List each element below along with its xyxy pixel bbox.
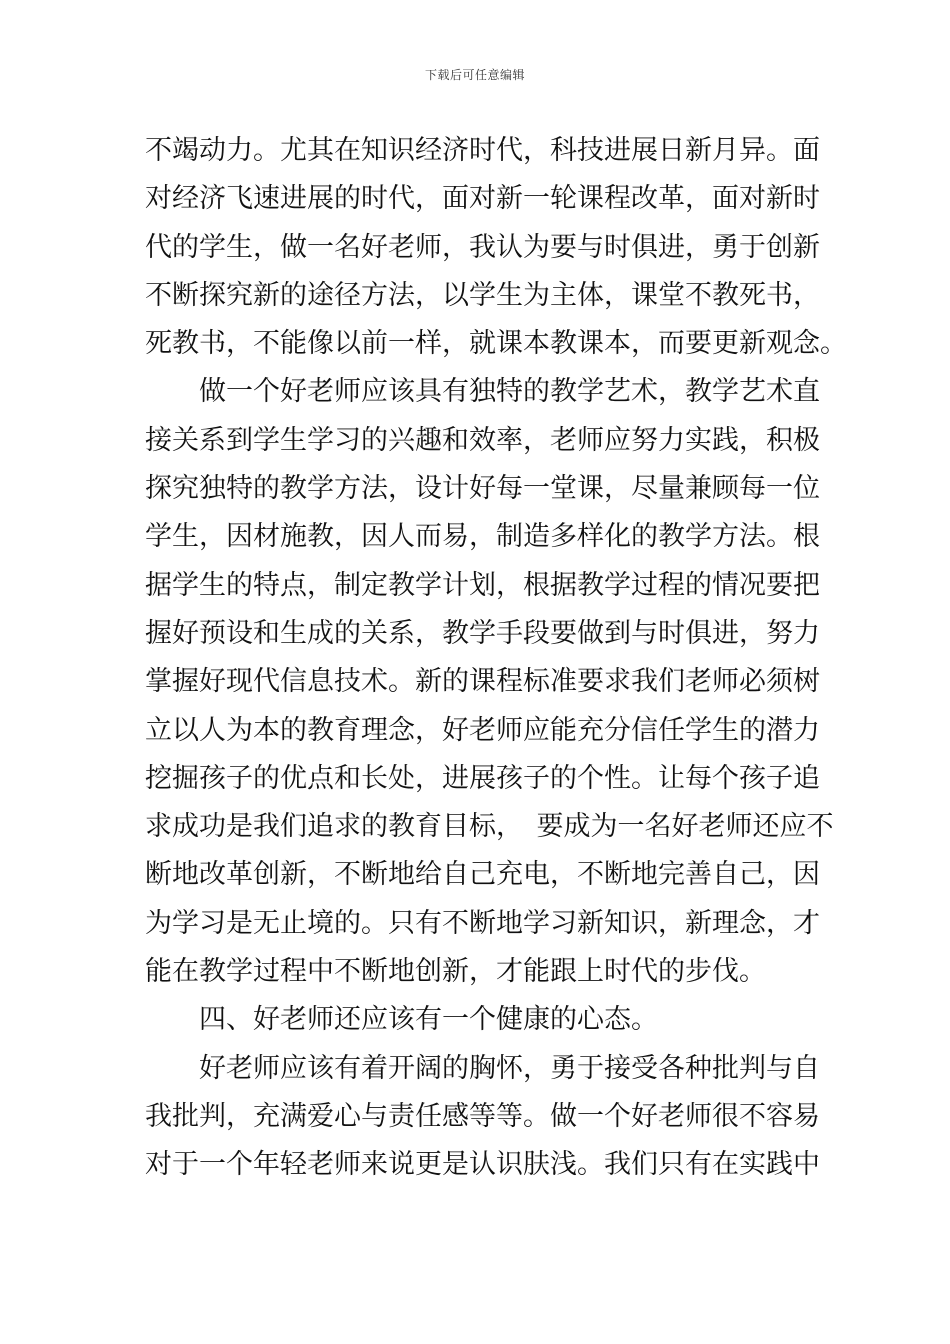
body-text — [145, 127, 847, 1190]
text-line: 断地改革创新，不断地给自己充电，不断地完善自己，因 — [145, 859, 820, 891]
text-line: 掌握好现代信息技术。新的课程标准要求我们老师必须树 — [145, 666, 820, 698]
text-line: 立以人为本的教育理念，好老师应能充分信任学生的潜力 — [145, 714, 820, 746]
text-line: 对于一个年轻老师来说更是认识肤浅。我们只有在实践中 — [145, 1149, 820, 1181]
page-header: 下载后可任意编辑 — [424, 68, 525, 82]
text-line: 接关系到学生学习的兴趣和效率，老师应努力实践，积极 — [145, 424, 820, 456]
text-line: 不竭动力。尤其在知识经济时代，科技进展日新月异。面 — [145, 135, 820, 166]
text-line: 好老师应该有着开阔的胸怀，勇于接受各种批判与自 — [199, 1052, 820, 1084]
text-line: 我批判，充满爱心与责任感等等。做一个好老师很不容易 — [145, 1100, 820, 1132]
text-line: 对经济飞速进展的时代，面对新一轮课程改革，面对新时 — [145, 183, 820, 215]
text-line: 探究独特的教学方法，设计好每一堂课，尽量兼顾每一位 — [145, 473, 820, 505]
text-line: 据学生的特点，制定教学计划，根据教学过程的情况要把 — [145, 569, 820, 601]
text-line: 为学习是无止境的。只有不断地学习新知识，新理念，才 — [145, 907, 820, 939]
text-line: 握好预设和生成的关系，教学手段要做到与时俱进，努力 — [145, 617, 820, 649]
text-line: 做一个好老师应该具有独特的教学艺术，教学艺术直 — [199, 376, 820, 408]
text-line: 学生，因材施教，因人而易，制造多样化的教学方法。根 — [145, 521, 820, 553]
text-line: 代的学生，做一名好老师，我认为要与时俱进，勇于创新 — [145, 231, 820, 263]
text-line: 死教书，不能像以前一样，就课本教课本，而要更新观念。 — [145, 328, 847, 360]
text-line: 不断探究新的途径方法，以学生为主体，课堂不教死书， — [145, 279, 820, 311]
text-line: 求成功是我们追求的教育目标， 要成为一名好老师还应不 — [145, 811, 834, 843]
text-line: 挖掘孩子的优点和长处，进展孩子的个性。让每个孩子追 — [145, 762, 820, 794]
text-line: 能在教学过程中不断地创新，才能跟上时代的步伐。 — [145, 956, 766, 988]
text-line: 四、好老师还应该有一个健康的心态。 — [199, 1004, 658, 1036]
